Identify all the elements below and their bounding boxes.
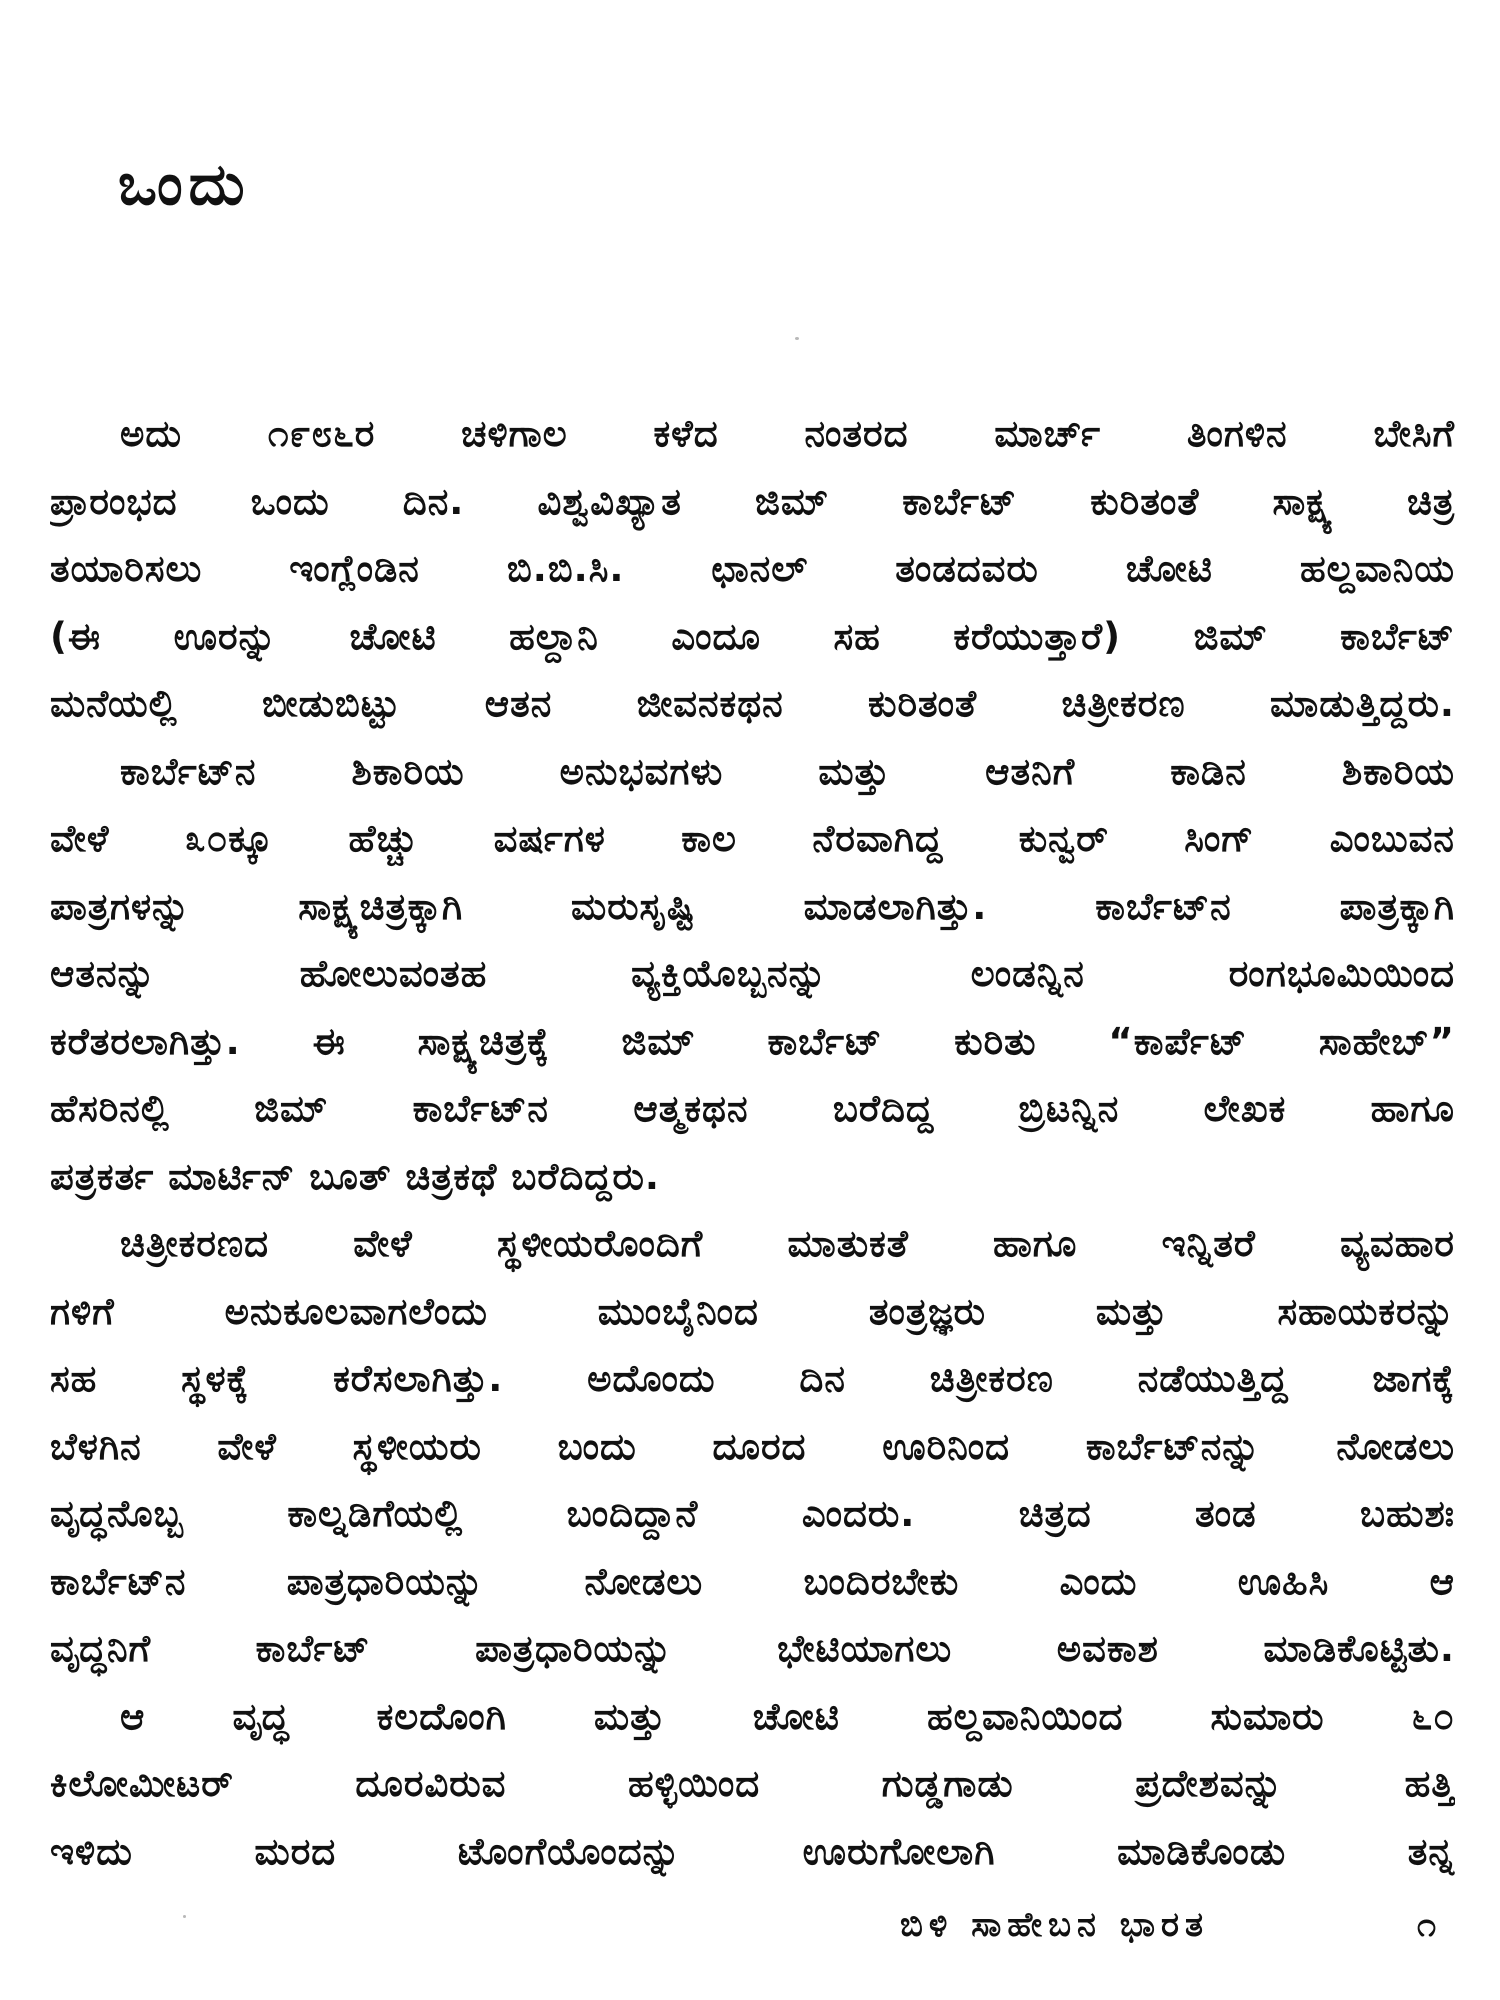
text-line: ವೇಳೆ ೩೦ಕ್ಕೂ ಹೆಚ್ಚು ವರ್ಷಗಳ ಕಾಲ ನೆರವಾಗಿದ್ದ ಕುನ್ವರ್ ಸಿಂಗ್ ಎಂಬುವನ: [50, 817, 1455, 860]
scan-speck: [795, 337, 799, 340]
chapter-title: ಒಂದು: [118, 150, 251, 218]
paragraph-2: [50, 738, 1455, 1211]
text-line: ಸಹ ಸ್ಥಳಕ್ಕೆ ಕರೆಸಲಾಗಿತ್ತು. ಅದೊಂದು ದಿನ ಚಿತ್ರೀಕರಣ ನಡೆಯುತ್ತಿದ್ದ ಜಾಗಕ್ಕೆ: [50, 1357, 1455, 1400]
text-line: ವೃದ್ಧನೊಬ್ಬ ಕಾಲ್ನಡಿಗೆಯಲ್ಲಿ ಬಂದಿದ್ದಾನೆ ಎಂದರು. ಚಿತ್ರದ ತಂಡ ಬಹುಶಃ: [50, 1492, 1455, 1535]
text-line: ಕಿಲೋಮೀಟರ್ ದೂರವಿರುವ ಹಳ್ಳಿಯಿಂದ ಗುಡ್ಡಗಾಡು ಪ್ರದೇಶವನ್ನು ಹತ್ತಿ: [50, 1762, 1455, 1805]
paragraph-3: [50, 1210, 1455, 1683]
text-line: ತಯಾರಿಸಲು ಇಂಗ್ಲೆಂಡಿನ ಬಿ.ಬಿ.ಸಿ. ಛಾನಲ್ ತಂಡದವರು ಚೋಟಿ ಹಲ್ದವಾನಿಯ: [50, 547, 1455, 590]
text-line: (ಈ ಊರನ್ನು ಚೋಟಿ ಹಲ್ದಾನಿ ಎಂದೂ ಸಹ ಕರೆಯುತ್ತಾರೆ) ಜಿಮ್ ಕಾರ್ಬೆಟ್: [50, 614, 1455, 658]
text-line: ಹೆಸರಿನಲ್ಲಿ ಜಿಮ್ ಕಾರ್ಬೆಟ್‌ನ ಆತ್ಮಕಥನ ಬರೆದಿದ್ದ ಬ್ರಿಟನ್ನಿನ ಲೇಖಕ ಹಾಗೂ: [50, 1087, 1455, 1130]
paragraph-4: [50, 1683, 1455, 1886]
text-line: ಗಳಿಗೆ ಅನುಕೂಲವಾಗಲೆಂದು ಮುಂಬೈನಿಂದ ತಂತ್ರಜ್ಞರು ಮತ್ತು ಸಹಾಯಕರನ್ನು: [50, 1289, 1455, 1333]
text-line: ಅದು ೧೯೮೬ರ ಚಳಿಗಾಲ ಕಳೆದ ನಂತರದ ಮಾರ್ಚ್ ತಿಂಗಳಿನ ಬೇಸಿಗೆ: [120, 412, 1455, 455]
text-line: ಆತನನ್ನು ಹೋಲುವಂತಹ ವ್ಯಕ್ತಿಯೊಬ್ಬನನ್ನು ಲಂಡನ್ನಿನ ರಂಗಭೂಮಿಯಿಂದ: [50, 952, 1455, 995]
text-line: ವೃದ್ಧನಿಗೆ ಕಾರ್ಬೆಟ್ ಪಾತ್ರಧಾರಿಯನ್ನು ಭೇಟಿಯಾಗಲು ಅವಕಾಶ ಮಾಡಿಕೊಟ್ಟಿತು.: [50, 1627, 1455, 1670]
running-footer-title: ಬಿಳಿ ಸಾಹೇಬನ ಭಾರತ: [900, 1905, 1209, 1945]
text-line: ಚಿತ್ರೀಕರಣದ ವೇಳೆ ಸ್ಥಳೀಯರೊಂದಿಗೆ ಮಾತುಕತೆ ಹಾಗೂ ಇನ್ನಿತರೆ ವ್ಯವಹಾರ: [120, 1222, 1455, 1265]
page-footer: [900, 1905, 1460, 1955]
text-line: ಬೆಳಗಿನ ವೇಳೆ ಸ್ಥಳೀಯರು ಬಂದು ದೂರದ ಊರಿನಿಂದ ಕಾರ್ಬೆಟ್‌ನನ್ನು ನೋಡಲು: [50, 1424, 1455, 1468]
text-line: ಪ್ರಾರಂಭದ ಒಂದು ದಿನ. ವಿಶ್ವವಿಖ್ಯಾತ ಜಿಮ್ ಕಾರ್ಬೆಟ್ ಕುರಿತಂತೆ ಸಾಕ್ಷ್ಯ ಚಿತ್ರ: [50, 479, 1455, 523]
page-number: ೧: [1416, 1905, 1442, 1945]
paragraph-1: [50, 400, 1455, 738]
text-line: ಪಾತ್ರಗಳನ್ನು ಸಾಕ್ಷ್ಯಚಿತ್ರಕ್ಕಾಗಿ ಮರುಸೃಷ್ಟಿ ಮಾಡಲಾಗಿತ್ತು. ಕಾರ್ಬೆಟ್‌ನ ಪಾತ್ರಕ್ಕಾಗಿ: [50, 884, 1455, 928]
text-line: ಕರೆತರಲಾಗಿತ್ತು. ಈ ಸಾಕ್ಷ್ಯಚಿತ್ರಕ್ಕೆ ಜಿಮ್ ಕಾರ್ಬೆಟ್ ಕುರಿತು “ಕಾರ್ಪೆಟ್ ಸಾಹೇಬ್”: [50, 1019, 1455, 1063]
text-line: ಕಾರ್ಬೆಟ್‌ನ ಶಿಕಾರಿಯ ಅನುಭವಗಳು ಮತ್ತು ಆತನಿಗೆ ಕಾಡಿನ ಶಿಕಾರಿಯ: [120, 749, 1455, 793]
body-text: [50, 400, 1455, 1885]
scan-speck: [183, 1915, 186, 1918]
text-line: ಪತ್ರಕರ್ತ ಮಾರ್ಟಿನ್ ಬೂತ್ ಚಿತ್ರಕಥೆ ಬರೆದಿದ್ದರು.: [50, 1154, 660, 1198]
text-line: ಕಾರ್ಬೆಟ್‌ನ ಪಾತ್ರಧಾರಿಯನ್ನು ನೋಡಲು ಬಂದಿರಬೇಕು ಎಂದು ಊಹಿಸಿ ಆ: [50, 1559, 1455, 1603]
text-line: ಆ ವೃದ್ಧ ಕಲದೊಂಗಿ ಮತ್ತು ಚೋಟಿ ಹಲ್ದವಾನಿಯಿಂದ ಸುಮಾರು ೬೦: [120, 1694, 1455, 1738]
text-line: ಇಳಿದು ಮರದ ಟೊಂಗೆಯೊಂದನ್ನು ಊರುಗೋಲಾಗಿ ಮಾಡಿಕೊಂಡು ತನ್ನ: [50, 1829, 1455, 1873]
text-line: ಮನೆಯಲ್ಲಿ ಬೀಡುಬಿಟ್ಟು ಆತನ ಜೀವನಕಥನ ಕುರಿತಂತೆ ಚಿತ್ರೀಕರಣ ಮಾಡುತ್ತಿದ್ದರು.: [50, 682, 1455, 725]
